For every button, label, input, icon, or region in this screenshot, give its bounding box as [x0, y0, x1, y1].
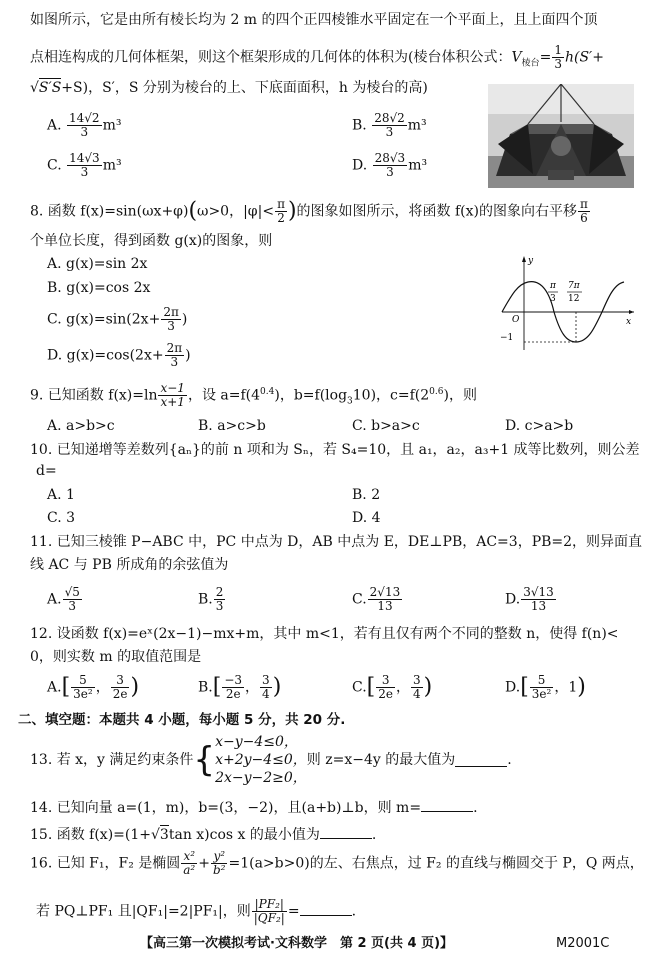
q9-option-d[interactable]: D. c>a>b: [505, 418, 574, 434]
tick-7pi-12-num: 7π: [568, 281, 580, 291]
sine-graph: [498, 254, 636, 352]
q10-option-b[interactable]: B. 2: [352, 487, 381, 503]
q8-line1: 8. 函数 f(x)=sin(ωx+φ)(ω>0，|φ|< $\frac{\pi}{2}$ )的图象如图所示，将函数 f(x)的图象向右平移 $\frac{\pi}{6}$: [30, 197, 588, 226]
q12-line2: 0，则实数 m 的取值范围是: [30, 649, 202, 665]
footer-code: M2001C: [556, 936, 610, 951]
q7-option-c[interactable]: C. $\frac{14√3}{3}$ m³: [47, 151, 122, 180]
q15-answer-blank[interactable]: [320, 826, 372, 839]
q12-option-a[interactable]: A.[ $\frac{5}{\text{3e²}}$ ， $\frac{3}{2e}$ ): [47, 673, 140, 702]
q9-stem: 9. 已知函数 f(x)=ln $\frac{x-1}{x+1}$ ，设 $a=f(4^{0.4})$，$b=f(\log_310)$，$c=f(2^{0.6})$，则: [30, 381, 477, 410]
origin-label: O: [512, 315, 520, 325]
pyramid-frame-photo: [488, 84, 634, 188]
left-brace: {: [193, 740, 216, 780]
q14-stem: 14. 已知向量 a=(1，m)，b=(3，−2)，且(a+b)⊥b，则 m= .: [30, 800, 478, 816]
q11-option-d[interactable]: D. $\frac{3√13}{13}$: [505, 585, 554, 614]
q11-line1: 11. 已知三棱锥 P−ABC 中，PC 中点为 D，AB 中点为 E，DE⊥PB，AC=3，PB=2，则异面直: [30, 534, 643, 550]
q10-option-a[interactable]: A. 1: [47, 487, 75, 503]
q10-line1: 10. 已知递增等差数列{aₙ}的前 n 项和为 Sₙ，若 S₄=10，且 a₁，a₂，a₃+1 成等比数列，则公差: [30, 442, 640, 458]
q13-answer-blank[interactable]: [455, 754, 507, 767]
tick-pi-3-den: 3: [550, 294, 556, 304]
q7-option-b[interactable]: B. $\frac{28√2}{3}$ m³: [352, 111, 427, 140]
q11-option-b[interactable]: B. $\frac{2}{3}$: [198, 585, 224, 614]
minus-one-label: −1: [500, 333, 514, 343]
q10-option-d[interactable]: D. 4: [352, 510, 381, 526]
q8-option-a[interactable]: A. g(x)=sin 2x: [47, 256, 148, 272]
sqrt-symbol: √S′S: [30, 80, 62, 96]
q16-answer-blank[interactable]: [300, 903, 352, 916]
q9-option-a[interactable]: A. a>b>c: [47, 418, 115, 434]
q9-option-b[interactable]: B. a>c>b: [198, 418, 266, 434]
q12-line1: 12. 设函数 f(x)=eˣ(2x−1)−mx+m，其中 m<1，若有且仅有两个不同的整数 n，使得 f(n)<: [30, 626, 619, 642]
q12-option-d[interactable]: D.[ $\frac{5}{\text{3e²}}$ ，1): [505, 673, 586, 702]
tick-pi-3-num: π: [550, 281, 556, 291]
q12-option-b[interactable]: B.[ $\frac{-3}{2e}$ ， $\frac{3}{4}$ ): [198, 673, 282, 702]
footer-title: 【高三第一次模拟考试·文科数学 第 2 页(共 4 页)】: [140, 936, 454, 951]
q11-option-a[interactable]: A. $\frac{√5}{3}$: [47, 585, 80, 614]
q8-option-d[interactable]: D. g(x)=cos(2x+ $\frac{2\pi}{3}$ ): [47, 341, 191, 370]
q7-line3: √S′S+S)，S′，S 分别为棱台的上、下底面面积，h 为棱台的高): [30, 80, 428, 96]
y-axis-label: y: [528, 256, 534, 266]
section-fill-in-title: 二、填空题：本题共 4 小题，每小题 5 分，共 20 分.: [18, 712, 346, 728]
x-axis-label: x: [626, 317, 632, 327]
q8-option-b[interactable]: B. g(x)=cos 2x: [47, 280, 151, 296]
q7-line1: 如图所示，它是由所有棱长均为 2 m 的四个正四棱锥水平固定在一个平面上，且上面四个顶: [30, 12, 598, 28]
q7-line2: 点相连构成的几何体框架，则这个框架形成的几何体的体积为(棱台体积公式：$V_{棱台}=$ $\frac{1}{3}$ h(S′+: [30, 43, 604, 72]
q14-answer-blank[interactable]: [421, 799, 473, 812]
q9-option-c[interactable]: C. b>a>c: [352, 418, 420, 434]
q8-option-c[interactable]: C. g(x)=sin(2x+ $\frac{2\pi}{3}$ ): [47, 305, 188, 334]
q11-option-c[interactable]: C. $\frac{2√13}{13}$: [352, 585, 401, 614]
q15-stem: 15. 函数 f(x)=(1+√3tan x)cos x 的最小值为 .: [30, 827, 377, 843]
q7-option-d[interactable]: D. $\frac{28√3}{3}$ m³: [352, 151, 428, 180]
q7-option-a[interactable]: A. $\frac{14√2}{3}$ m³: [47, 111, 122, 140]
q16-line2: 若 PQ⊥PF₁ 且|QF₁|=2|PF₁|，则 $\frac{\text{|PF₂|}}{\text{|QF₂|}}$ = .: [36, 897, 357, 926]
q10-line2: d=: [36, 463, 57, 479]
q11-line2: 线 AC 与 PB 所成角的余弦值为: [30, 557, 229, 573]
tick-7pi-12-den: 12: [568, 294, 580, 304]
q8-line2: 个单位长度，得到函数 g(x)的图象，则: [30, 233, 273, 249]
q13-stem: 13. 若 x，y 满足约束条件 { x−y−4≤0， x+2y−4≤0， 2x−y−2≥0， 则 z=x−4y 的最大值为 .: [30, 734, 512, 786]
q16-line1: 16. 已知 F₁，F₂ 是椭圆 $\frac{\text{x²}}{\text{a²}}$ + $\frac{\text{y²}}{\text{b²}}$ =1(a>b>0)的左、右焦点，过 F₂ 的直线与椭圆交于 P，Q 两点，: [30, 849, 644, 878]
q10-option-c[interactable]: C. 3: [47, 510, 76, 526]
q12-option-c[interactable]: C.[ $\frac{3}{2e}$ ， $\frac{3}{4}$ ): [352, 673, 433, 702]
